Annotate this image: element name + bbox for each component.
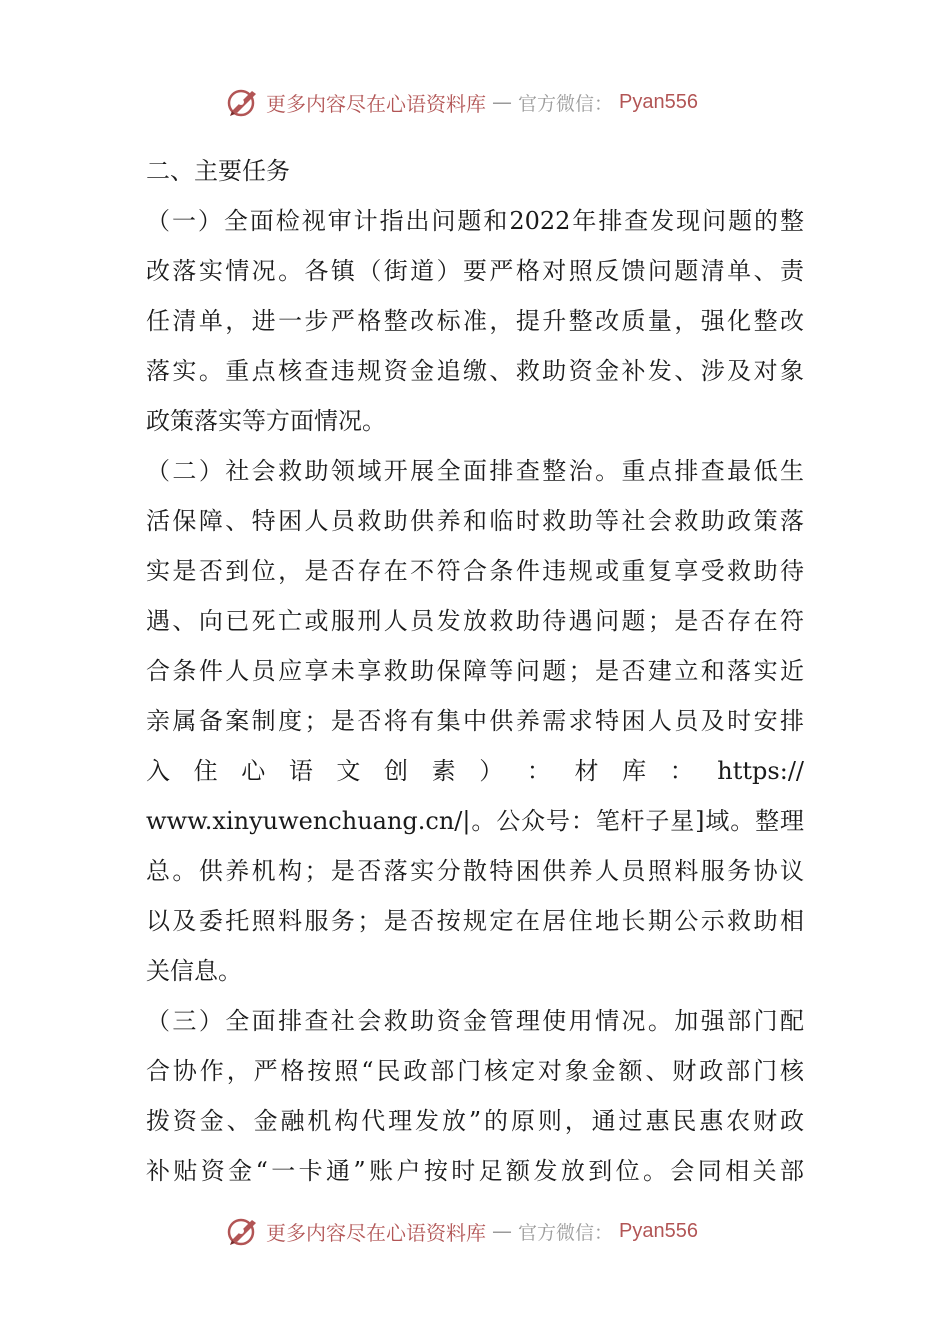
text-line: 合条件人员应享未享救助保障等问题；是否建立和落实近	[146, 657, 804, 685]
text-line: 亲属备案制度；是否将有集中供养需求特困人员及时安排	[146, 707, 804, 735]
text-line: （二）社会救助领域开展全面排查整治。重点排查最低生	[146, 457, 804, 485]
pen-logo-icon	[226, 85, 260, 119]
section-heading: 二、主要任务	[146, 157, 290, 185]
header-banner	[226, 82, 698, 122]
footer-banner	[226, 1211, 698, 1251]
wechat-id: Pyan556	[619, 90, 698, 113]
text-line: 关信息。	[146, 957, 242, 985]
text-line: 拨资金、金融机构代理发放”的原则，通过惠民惠农财政	[146, 1107, 804, 1135]
banner-separator: —	[492, 1219, 512, 1243]
text-line: 入 住 心 语 文 创 素 ） ： 材 库 ： https://	[146, 757, 804, 785]
text-line: 遇、向已死亡或服刑人员发放救助待遇问题；是否存在符	[146, 607, 804, 635]
text-line: 政策落实等方面情况。	[146, 407, 386, 435]
text-line: 以及委托照料服务；是否按规定在居住地长期公示救助相	[146, 907, 804, 935]
text-line: 合协作，严格按照“民政部门核定对象金额、财政部门核	[146, 1057, 804, 1085]
wechat-label: 官方微信：	[518, 92, 614, 115]
site-name: 更多内容尽在心语资料库	[266, 91, 486, 116]
wechat-id: Pyan556	[619, 1219, 698, 1242]
wechat-label: 官方微信：	[518, 1221, 614, 1244]
site-name: 更多内容尽在心语资料库	[266, 1220, 486, 1245]
text-line: 任清单，进一步严格整改标准，提升整改质量，强化整改	[146, 307, 804, 335]
text-line: 总。供养机构；是否落实分散特困供养人员照料服务协议	[146, 857, 804, 885]
text-line: （三）全面排查社会救助资金管理使用情况。加强部门配	[146, 1007, 804, 1035]
text-line: 落实。重点核查违规资金追缴、救助资金补发、涉及对象	[146, 357, 804, 385]
text-line: 改落实情况。各镇（街道）要严格对照反馈问题清单、责	[146, 257, 804, 285]
text-line: www.xinyuwenchuang.cn/|。公众号：笔杆子星]域。整理	[146, 807, 804, 835]
text-line: 实是否到位，是否存在不符合条件违规或重复享受救助待	[146, 557, 804, 585]
text-line: （一）全面检视审计指出问题和2022年排查发现问题的整	[146, 207, 804, 235]
text-line: 活保障、特困人员救助供养和临时救助等社会救助政策落	[146, 507, 804, 535]
banner-separator: —	[492, 90, 512, 114]
text-line: 补贴资金“一卡通”账户按时足额发放到位。会同相关部	[146, 1157, 804, 1185]
pen-logo-icon	[226, 1214, 260, 1248]
document-body	[146, 146, 804, 1196]
